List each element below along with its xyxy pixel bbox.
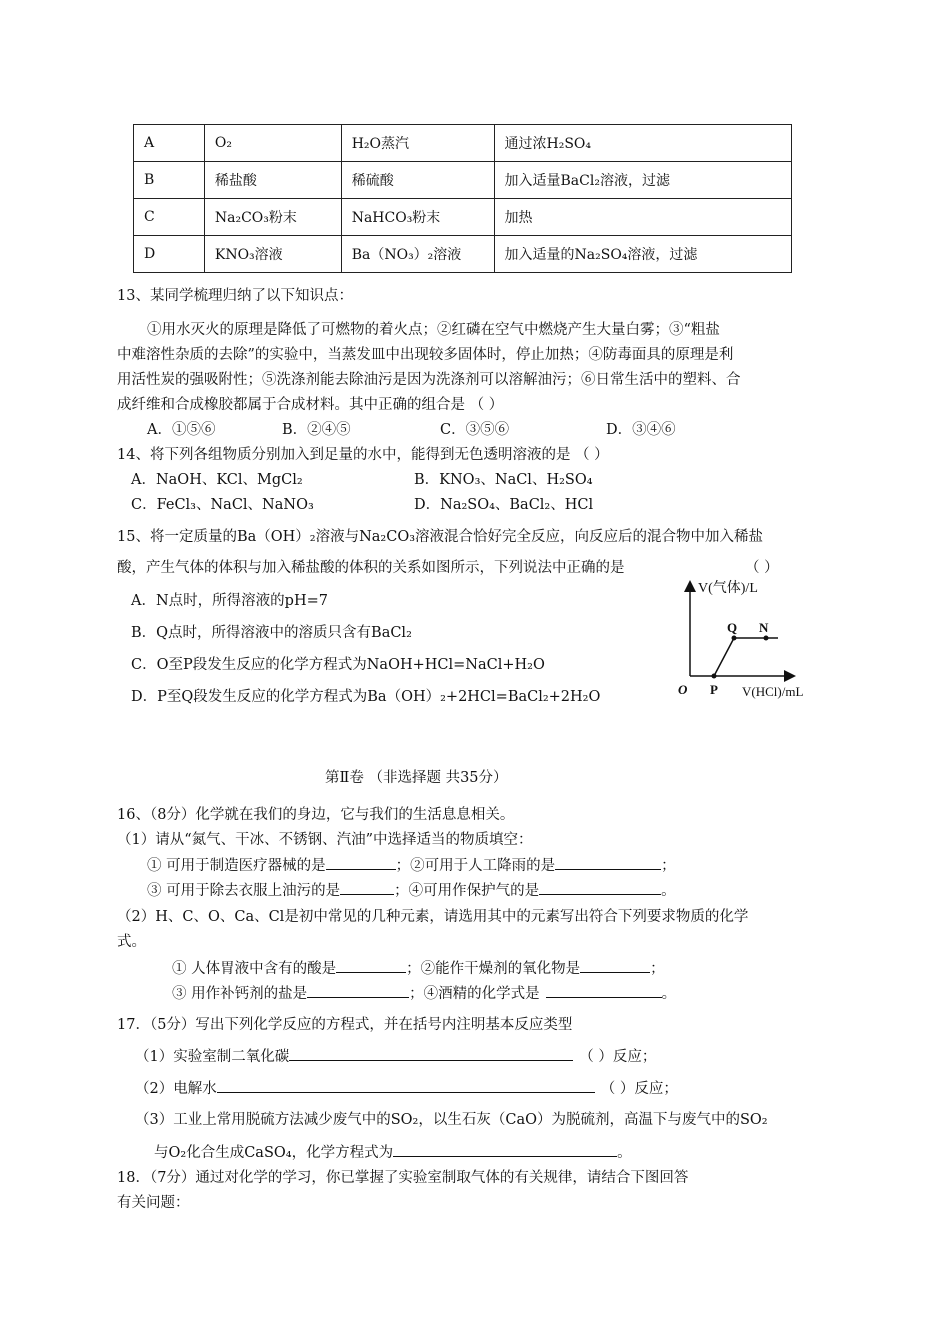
q16-stem: 16、（8分）化学就在我们的身边，它与我们的生活息息相关。 [117, 807, 515, 823]
answer-blank[interactable] [555, 853, 661, 870]
q17-item-3b [154, 1140, 632, 1162]
table-row [134, 199, 792, 236]
answer-blank[interactable] [393, 1140, 617, 1157]
q16-part-1: （1）请从“氮气、干冰、不锈钢、汽油”中选择适当的物质填空： [117, 832, 533, 848]
origin-label: O [678, 682, 688, 697]
q16-text: ； [661, 857, 676, 874]
q13-line-4: 成纤维和合成橡胶都属于合成材料。其中正确的组合是 （ ） [117, 397, 504, 413]
table-cell: Na₂CO₃粉末 [204, 199, 341, 236]
q16-text: ① 可用于制造医疗器械的是 [147, 857, 326, 874]
q-label: Q [727, 620, 738, 635]
q17-text: 。 [617, 1144, 632, 1161]
q13-option-b: B．②④⑤ [282, 422, 351, 438]
q18-line-2: 有关问题： [117, 1195, 190, 1211]
q17-text: （2）电解水 [135, 1080, 217, 1097]
answer-blank[interactable] [217, 1076, 595, 1093]
table-cell: 加入适量的Na₂SO₄溶液，过滤 [494, 236, 791, 273]
table-row [134, 162, 792, 199]
p-label: P [710, 682, 718, 697]
answer-blank[interactable] [546, 981, 662, 998]
q17-text: （ ）反应； [600, 1080, 678, 1097]
q15-bracket: （ ） [745, 560, 779, 576]
q13-line-1: ①用水灭火的原理是降低了可燃物的着火点；②红磷在空气中燃烧产生大量白雾；③“粗盐 [147, 322, 720, 338]
table-cell: B [134, 162, 205, 199]
q16-text: ；②可用于人工降雨的是 [395, 857, 556, 874]
table-cell: Ba（NO₃）₂溶液 [341, 236, 494, 273]
answer-blank[interactable] [336, 956, 406, 973]
gas-volume-graph [670, 574, 830, 704]
q17-stem: 17．（5分）写出下列化学反应的方程式，并在括号内注明基本反应类型 [117, 1017, 573, 1033]
point-q [732, 636, 737, 641]
table-cell: NaHCO₃粉末 [341, 199, 494, 236]
answer-blank[interactable] [580, 956, 650, 973]
q14-stem: 14、将下列各组物质分别加入到足量的水中，能得到无色透明溶液的是 （ ） [117, 447, 609, 463]
table-cell: 稀盐酸 [204, 162, 341, 199]
q17-text: （1）实验室制二氧化碳 [135, 1048, 290, 1065]
q16-part-2b: 式。 [117, 934, 146, 950]
q16-text: ；④可用作保护气的是 [394, 882, 540, 899]
table-cell: D [134, 236, 205, 273]
q16-text: ；②能作干燥剂的氧化物是 [406, 960, 581, 977]
q13-option-c: C．③⑤⑥ [440, 422, 510, 438]
q17-text: 与O₂化合生成CaSO₄，化学方程式为 [154, 1144, 394, 1161]
point-n [764, 636, 769, 641]
table-cell: H₂O蒸汽 [341, 125, 494, 162]
q16-part-2a: （2）H、C、O、Ca、Cl是初中常见的几种元素，请选用其中的元素写出符合下列要求物质的化学 [117, 909, 749, 925]
graph-rise-segment [714, 638, 734, 676]
q16-text: ③ 用作补钙剂的盐是 [172, 985, 308, 1002]
answer-blank[interactable] [539, 878, 661, 895]
table-cell: A [134, 125, 205, 162]
table-row [134, 236, 792, 273]
q15-option-a: A．N点时，所得溶液的pH=7 [131, 593, 328, 609]
q16-text: ① 人体胃液中含有的酸是 [172, 960, 337, 977]
q18-line-1: 18．（7分）通过对化学的学习，你已掌握了实验室制取气体的有关规律，请结合下图回答 [117, 1170, 689, 1186]
q16-text: ③ 可用于除去衣服上油污的是 [147, 882, 341, 899]
x-axis-label: V(HCl)/mL [742, 684, 804, 699]
answer-blank[interactable] [289, 1044, 573, 1061]
q16-line-1b [147, 878, 676, 900]
q15-option-c: C．O至P段发生反应的化学方程式为NaOH+HCl=NaCl+H₂O [131, 657, 545, 673]
q13-stem: 13、某同学梳理归纳了以下知识点： [117, 288, 353, 304]
table-cell: 加入适量BaCl₂溶液，过滤 [494, 162, 791, 199]
q14-option-c: C．FeCl₃、NaCl、NaNO₃ [131, 497, 314, 513]
table-cell: O₂ [204, 125, 341, 162]
q16-line-2b [172, 981, 676, 1003]
y-axis-label: V(气体)/L [698, 581, 758, 596]
q16-text: 。 [661, 882, 676, 899]
table-cell: 稀硫酸 [341, 162, 494, 199]
section-2-heading: 第Ⅱ卷 （非选择题 共35分） [325, 770, 508, 786]
q16-text: ； [650, 960, 665, 977]
q17-item-2 [135, 1076, 678, 1098]
q17-item-3a: （3）工业上常用脱硫方法减少废气中的SO₂，以生石灰（CaO）为脱硫剂，高温下与废气中的SO₂ [135, 1112, 768, 1128]
table-cell: C [134, 199, 205, 236]
q16-line-1a [147, 853, 676, 875]
table-cell: KNO₃溶液 [204, 236, 341, 273]
q14-option-a: A．NaOH、KCl、MgCl₂ [131, 472, 303, 488]
q15-line-1: 15、将一定质量的Ba（OH）₂溶液与Na₂CO₃溶液混合恰好完全反应，向反应后的混合物中加入稀盐 [117, 529, 764, 545]
q13-option-d: D．③④⑥ [606, 422, 676, 438]
n-label: N [759, 620, 769, 635]
q14-option-d: D．Na₂SO₄、BaCl₂、HCl [414, 497, 594, 513]
q13-line-3: 用活性炭的强吸附性；⑤洗涤剂能去除油污是因为洗涤剂可以溶解油污；⑥日常生活中的塑料、合 [117, 372, 741, 388]
table-row [134, 125, 792, 162]
q17-text: （ ）反应； [579, 1048, 657, 1065]
q14-option-b: B．KNO₃、NaCl、H₂SO₄ [414, 472, 593, 488]
q13-line-2: 中难溶性杂质的去除”的实验中，当蒸发皿中出现较多固体时，停止加热；④防毒面具的原理是利 [117, 347, 734, 363]
q17-item-1 [135, 1044, 656, 1066]
q16-line-2a [172, 956, 665, 978]
q13-option-a: A．①⑤⑥ [147, 422, 216, 438]
q15-option-d: D．P至Q段发生反应的化学方程式为Ba（OH）₂+2HCl=BaCl₂+2H₂O [131, 689, 601, 705]
answer-blank[interactable] [307, 981, 409, 998]
q15-option-b: B．Q点时，所得溶液中的溶质只含有BaCl₂ [131, 625, 412, 641]
table-cell: 通过浓H₂SO₄ [494, 125, 791, 162]
table-cell: 加热 [494, 199, 791, 236]
answer-blank[interactable] [326, 853, 396, 870]
q16-text: 。 [661, 985, 677, 1002]
q15-line-2: 酸，产生气体的体积与加入稀盐酸的体积的关系如图所示，下列说法中正确的是 [117, 560, 625, 576]
q16-text: ；④酒精的化学式是 [409, 985, 540, 1002]
options-table [133, 124, 792, 273]
answer-blank[interactable] [340, 878, 394, 895]
point-p [712, 674, 717, 679]
